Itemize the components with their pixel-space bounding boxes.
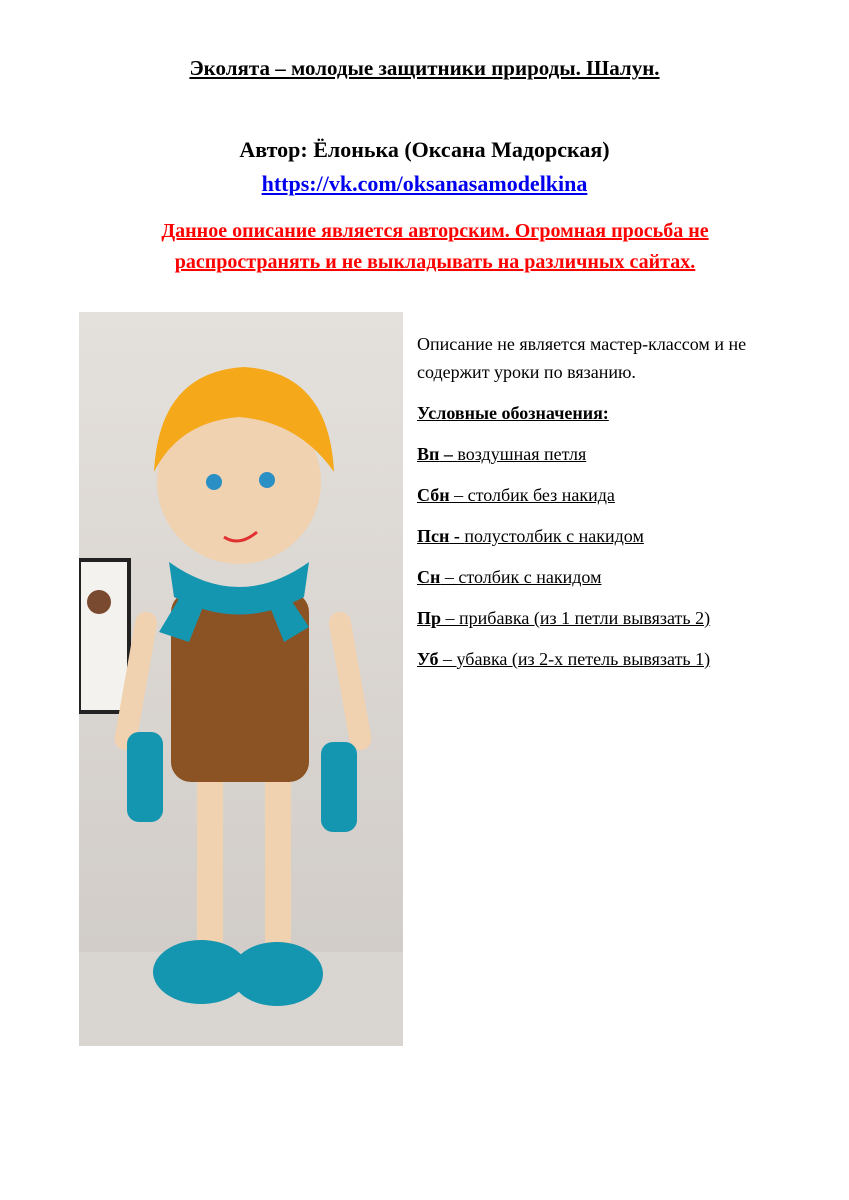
legend-sep: - xyxy=(449,526,465,546)
legend-item xyxy=(417,481,817,509)
legend-item xyxy=(417,522,817,550)
legend-desc: воздушная петля xyxy=(457,444,587,464)
legend-sep: – xyxy=(438,649,457,669)
legend-desc: столбик без накида xyxy=(467,485,615,505)
copyright-warning: Данное описание является авторским. Огромная просьба не распространять и не выкладывать на различных сайтах. xyxy=(161,220,709,273)
legend-desc: полустолбик с накидом xyxy=(464,526,644,546)
legend-sep: – xyxy=(449,485,468,505)
crochet-doll-photo xyxy=(79,312,403,1046)
legend-item xyxy=(417,604,817,632)
legend-abbr: Сбн xyxy=(417,485,450,505)
legend-desc: убавка (из 2-х петель вывязать 1) xyxy=(456,649,711,669)
intro-text: Описание не является мастер-классом и не содержит уроки по вязанию. xyxy=(417,334,747,382)
legend-item xyxy=(417,563,817,591)
legend-item xyxy=(417,440,817,468)
legend-sep: – xyxy=(440,567,459,587)
legend-abbr: Сн xyxy=(417,567,441,587)
legend-column xyxy=(417,330,817,686)
legend-item xyxy=(417,645,817,673)
legend-abbr: Пр xyxy=(417,608,442,628)
document-title: Эколята – молодые защитники природы. Шалун. xyxy=(189,56,660,80)
legend-sep: – xyxy=(441,608,460,628)
legend-desc: прибавка (из 1 петли вывязать 2) xyxy=(459,608,711,628)
legend-abbr: Уб xyxy=(417,649,439,669)
legend-abbr: Псн xyxy=(417,526,450,546)
legend-heading: Условные обозначения: xyxy=(417,403,609,423)
legend-sep: – xyxy=(439,444,458,464)
legend-abbr: Вп xyxy=(417,444,440,464)
author-line: Автор: Ёлонька (Оксана Мадорская) xyxy=(239,137,610,162)
author-link[interactable]: https://vk.com/oksanasamodelkina xyxy=(261,171,588,196)
legend-desc: столбик с накидом xyxy=(458,567,602,587)
